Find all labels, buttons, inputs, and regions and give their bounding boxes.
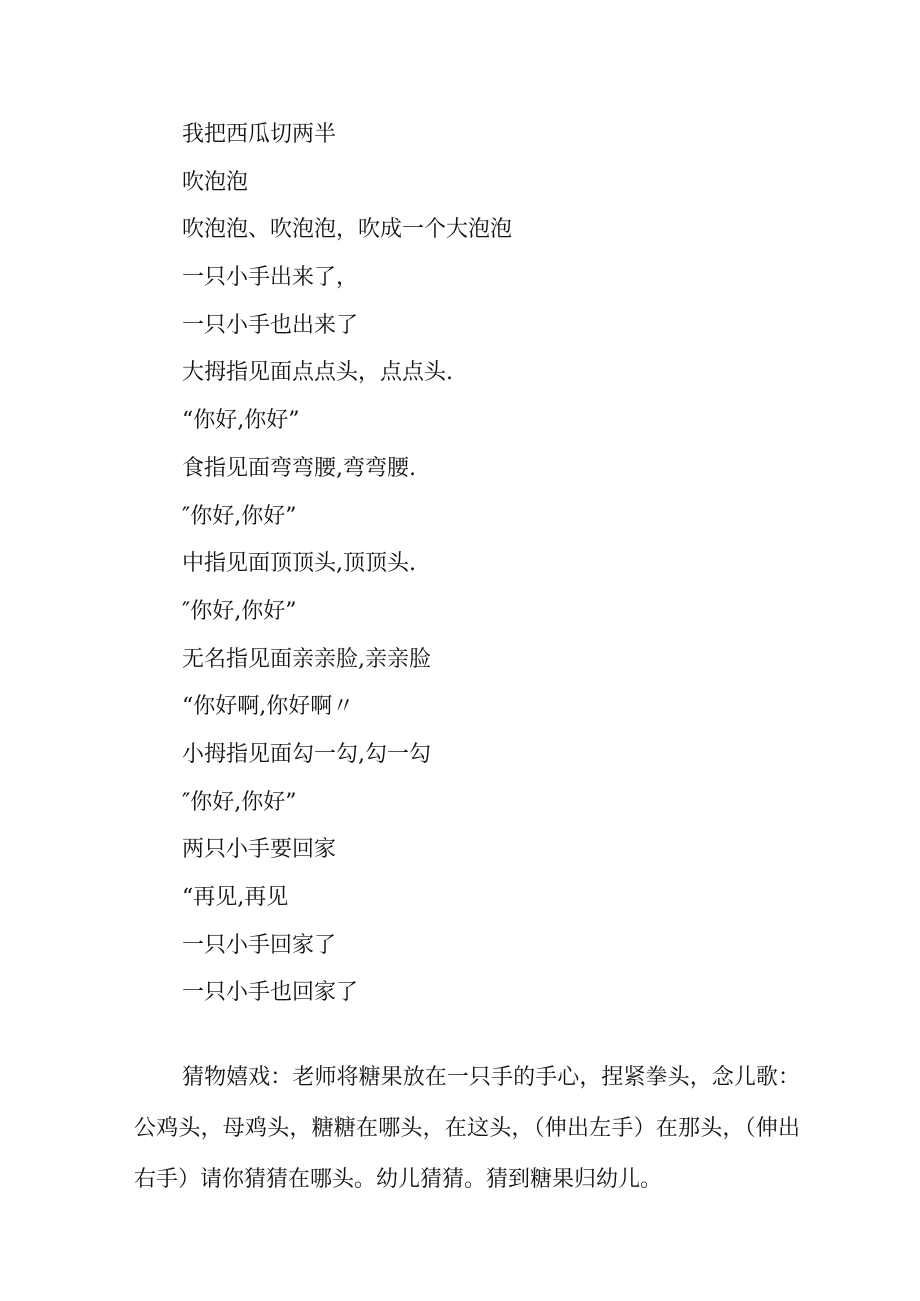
- rhyme-line: 两只小手要回家: [182, 837, 337, 863]
- rhyme-line: 一只小手回家了: [182, 932, 337, 958]
- rhyme-line: ″你好,你好”: [182, 503, 297, 529]
- rhyme-line: ″你好,你好”: [182, 789, 297, 815]
- rhyme-line: 中指见面顶顶头,顶顶头.: [182, 551, 416, 577]
- rhyme-line: 吹泡泡: [182, 169, 249, 195]
- rhyme-line: “你好,你好”: [182, 408, 300, 434]
- rhyme-line: 无名指见面亲亲脸,亲亲脸: [182, 646, 431, 672]
- rhyme-line: 食指见面弯弯腰,弯弯腰.: [182, 455, 416, 481]
- rhyme-line: 小拇指见面勾一勾,勾一勾: [182, 741, 431, 767]
- rhyme-line: 一只小手出来了，: [182, 265, 359, 291]
- rhyme-line: 一只小手也出来了: [182, 312, 359, 338]
- rhyme-line: 一只小手也回家了: [182, 980, 359, 1006]
- rhyme-line: 我把西瓜切两半: [182, 122, 337, 147]
- rhyme-line: “再见,再见: [182, 885, 289, 910]
- rhyme-line: “你好啊,你好啊〃: [182, 694, 355, 720]
- game-description-paragraph: 猜物嬉戏：老师将糖果放在一只手的手心，捏紧拳头，念儿歌：公鸡头，母鸡头，糖糖在哪头，在这头，（伸出左手）在那头，（伸出右手）请你猜猜在哪头。幼儿猜猜。猜到糖果归幼儿。: [134, 1065, 800, 1192]
- rhyme-line: ″你好,你好”: [182, 598, 297, 624]
- rhyme-lines: [182, 111, 822, 1017]
- rhyme-line: 大拇指见面点点头，点点头.: [182, 360, 453, 386]
- rhyme-line: 吹泡泡、吹泡泡，吹成一个大泡泡: [182, 217, 513, 243]
